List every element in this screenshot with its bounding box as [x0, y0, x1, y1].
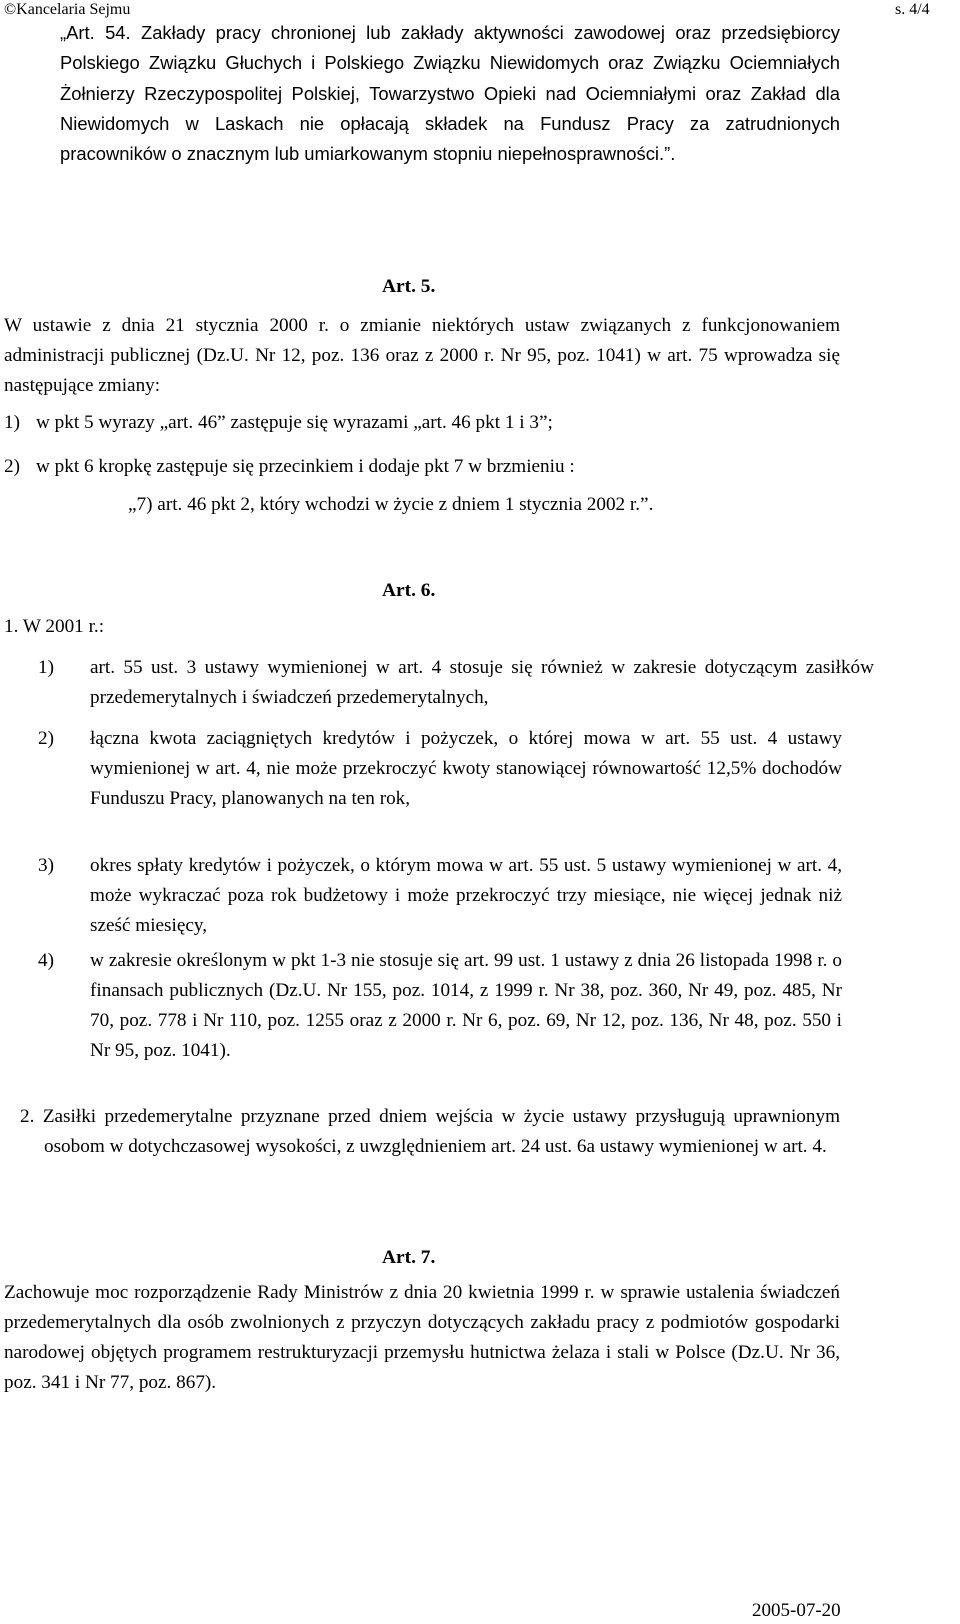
- list-number: 3): [38, 855, 54, 876]
- art-7-text: Zachowuje moc rozporządzenie Rady Ministrów z dnia 20 kwietnia 1999 r. w sprawie ustalenia świadczeń przedemerytalnych dla osób zwolnionych z przyczyn dotyczących zakładu pracy z podmiotów gospodarki narodowej objętych programem restrukturyzacji przemysłu hutnictwa żelaza i stali w Polsce (Dz.U. Nr 36, poz. 341 i Nr 77, poz. 867).: [4, 1282, 840, 1393]
- list-number: 2): [38, 728, 54, 749]
- art-7-heading: Art. 7.: [382, 1247, 436, 1268]
- art-6-paragraph-2-text: 2. Zasiłki przedemerytalne przyznane przed dniem wejścia w życie ustawy przysługują uprawnionym osobom w dotychczasowej wysokości, z uwzględnieniem art. 24 ust. 6a ustawy wymienionej w art. 4.: [20, 1106, 840, 1157]
- art-6-item-1: [38, 653, 874, 713]
- list-number: 1): [4, 412, 20, 433]
- art-54-quoted-paragraph: „Art. 54. Zakłady pracy chronionej lub zakłady aktywności zawodowej oraz przedsiębiorcy Polskiego Związku Głuchych i Polskiego Związku Niewidomych oraz Związku Ociemniałych Żołnierzy Rzeczypospolitej Polskiej, Towarzystwo Opieki nad Ociemniałymi oraz Zakład dla Niewidomych w Laskach nie opłacają składek na Fundusz Pracy za zatrudnionych pracowników o znacznym lub umiarkowanym stopniu niepełnosprawności.”.: [60, 22, 840, 165]
- art-5-item-1: [4, 408, 834, 438]
- list-number: 1): [38, 657, 54, 678]
- list-item-text: okres spłaty kredytów i pożyczek, o którym mowa w art. 55 ust. 5 ustawy wymienionej w art. 4, może wykraczać poza rok budżetowy i może przekroczyć trzy miesiące, nie więcej jednak niż sześć miesięcy,: [90, 855, 842, 936]
- art-5-heading: Art. 5.: [382, 276, 436, 297]
- art-5-quoted-point-7: „7) art. 46 pkt 2, który wchodzi w życie z dniem 1 stycznia 2002 r.”.: [128, 494, 654, 515]
- art-6-paragraph-1-label: 1. W 2001 r.:: [4, 616, 105, 637]
- list-item-text: w pkt 5 wyrazy „art. 46” zastępuje się wyrazami „art. 46 pkt 1 i 3”;: [36, 412, 553, 433]
- header-copyright: ©Kancelaria Sejmu: [4, 1, 131, 18]
- list-item-text: łączna kwota zaciągniętych kredytów i pożyczek, o której mowa w art. 55 ust. 4 ustawy wymienionej w art. 4, nie może przekroczyć kwoty stanowiącej równowartość 12,5% dochodów Funduszu Pracy, planowanych na ten rok,: [90, 728, 842, 809]
- header-page-number: s. 4/4: [895, 1, 930, 18]
- art-6-paragraph-2: [0, 1102, 840, 1162]
- art-6-heading: Art. 6.: [382, 580, 436, 601]
- list-item-text: w pkt 6 kropkę zastępuje się przecinkiem i dodaje pkt 7 w brzmieniu :: [36, 456, 575, 477]
- list-number: 4): [38, 950, 54, 971]
- art-6-item-2: [38, 724, 868, 814]
- art-5-item-2: [4, 452, 834, 482]
- footer-date: 2005-07-20: [752, 1600, 841, 1621]
- art-6-item-4: [38, 946, 868, 1066]
- list-item-text: w zakresie określonym w pkt 1-3 nie stosuje się art. 99 ust. 1 ustawy z dnia 26 listopada 1998 r. o finansach publicznych (Dz.U. Nr 155, poz. 1014, z 1999 r. Nr 38, poz. 360, Nr 49, poz. 485, Nr 70, poz. 778 i Nr 110, poz. 1255 oraz z 2000 r. Nr 6, poz. 69, Nr 12, poz. 136, Nr 48, poz. 550 i Nr 95, poz. 1041).: [90, 950, 842, 1061]
- art-5-intro: W ustawie z dnia 21 stycznia 2000 r. o zmianie niektórych ustaw związanych z funkcjonowaniem administracji publicznej (Dz.U. Nr 12, poz. 136 oraz z 2000 r. Nr 95, poz. 1041) w art. 75 wprowadza się następujące zmiany:: [4, 315, 840, 396]
- list-number: 2): [4, 456, 20, 477]
- art-6-item-3: [38, 851, 868, 941]
- list-item-text: art. 55 ust. 3 ustawy wymienionej w art. 4 stosuje się również w zakresie dotyczącym zasiłków przedemerytalnych i świadczeń przedemerytalnych,: [90, 657, 874, 708]
